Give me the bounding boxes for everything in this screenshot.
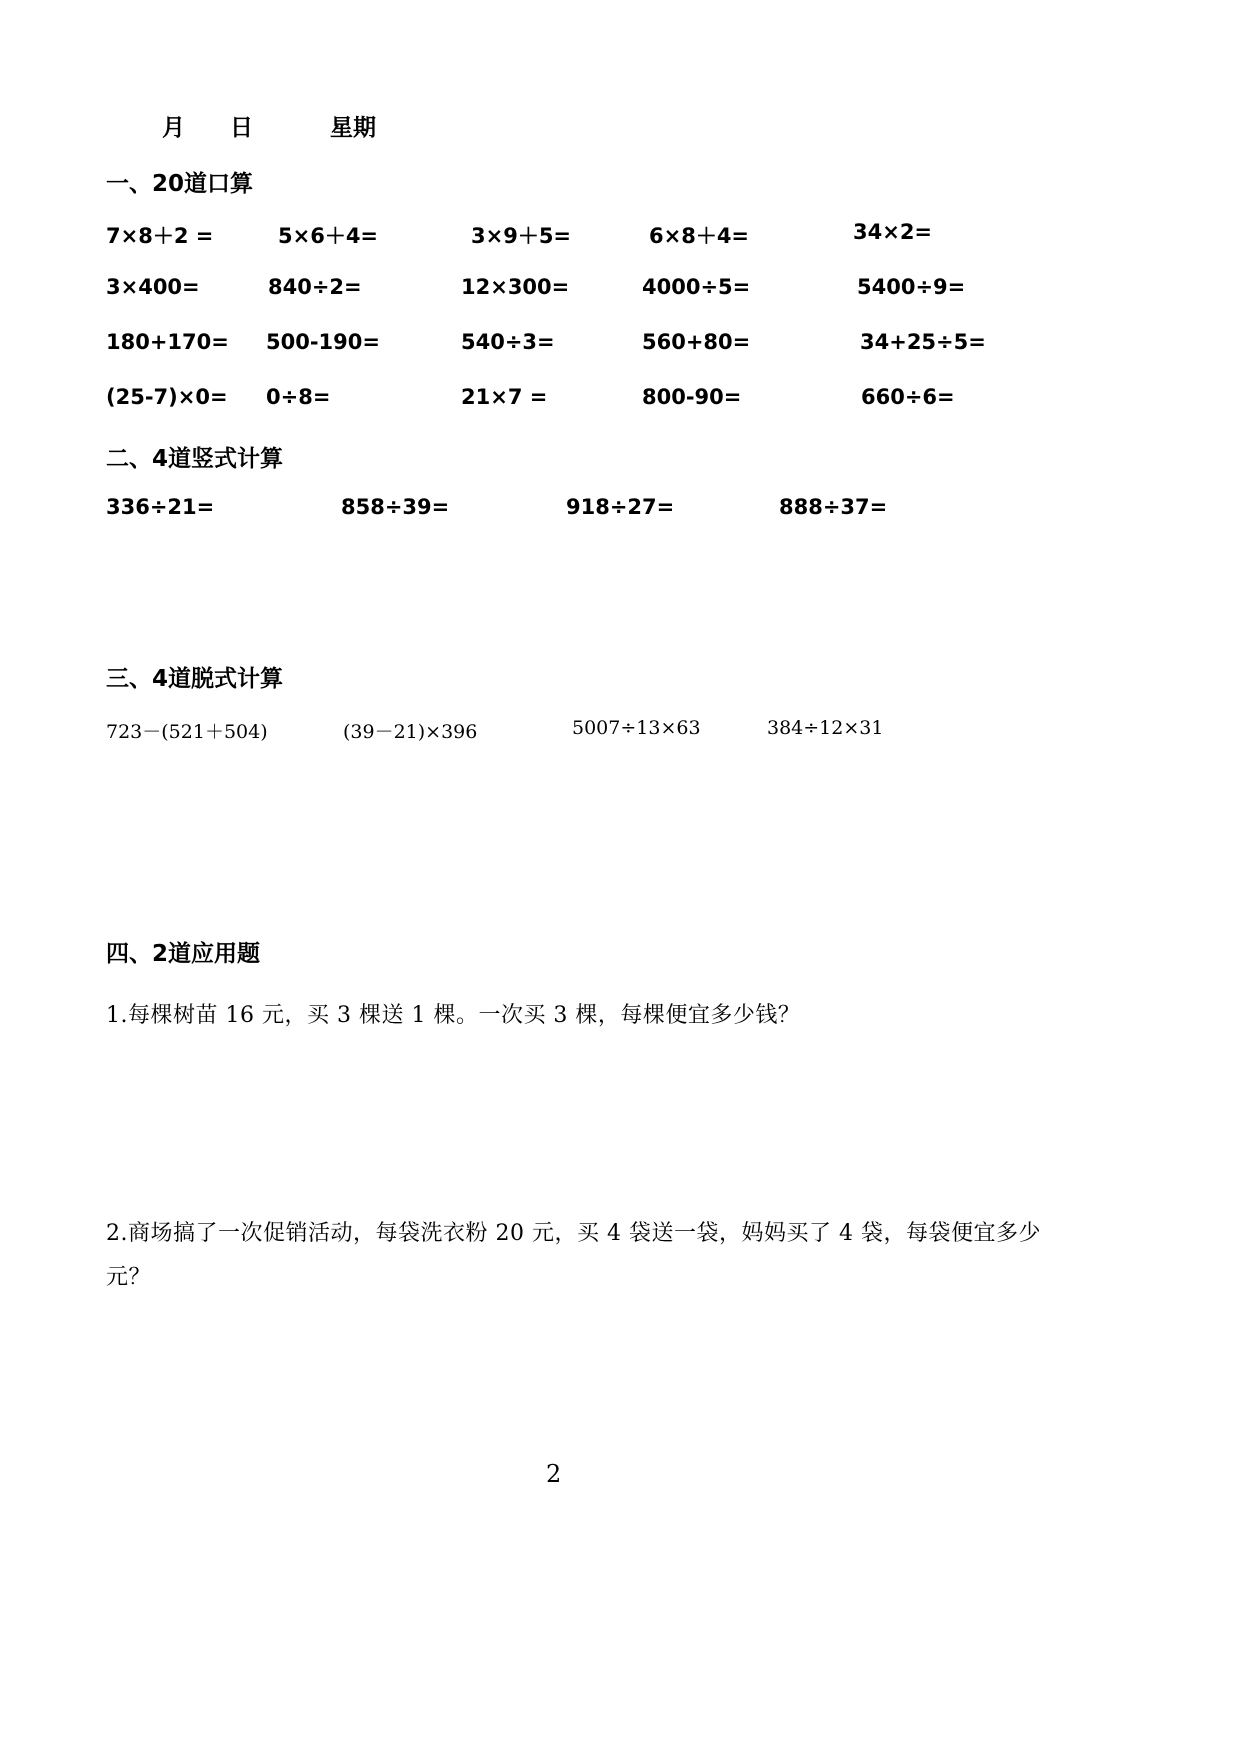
word-problem-2-line-1: 2.商场搞了一次促销活动，每袋洗衣粉 20 元，买 4 袋送一袋，妈妈买了 4 袋，每袋便宜多少 [106,1221,1041,1246]
section-vertical-title: 二、4道竖式计算 [106,446,284,472]
oral-problem: 5×6＋4= [278,224,379,248]
section-oral-title: 一、20道口算 [106,171,254,197]
oral-problem: 21×7 = [461,385,548,409]
vertical-problem: 918÷27= [566,495,675,519]
oral-problem: 660÷6= [861,385,955,409]
oral-problem: 840÷2= [268,275,362,299]
oral-problem: 3×9＋5= [471,224,572,248]
oral-problem: 6×8＋4= [649,224,750,248]
word-problem-2-line-2: 元？ [106,1265,152,1290]
stepwise-problem: (39－21)×396 [343,721,478,743]
oral-problem: 4000÷5= [642,275,751,299]
oral-problem: 0÷8= [266,385,331,409]
page-number: 2 [546,1460,562,1488]
oral-problem: 540÷3= [461,330,555,354]
oral-problem: 180+170= [106,330,229,354]
vertical-problem: 858÷39= [341,495,450,519]
oral-problem: 34+25÷5= [860,330,986,354]
oral-problem: 500-190= [266,330,380,354]
stepwise-problem: 723－(521＋504) [106,721,268,743]
oral-problem: 800-90= [642,385,742,409]
stepwise-problem: 5007÷13×63 [572,717,701,739]
section-word-problems-title: 四、2道应用题 [106,941,261,967]
vertical-problem: 336÷21= [106,495,215,519]
day-label: 日 [230,115,253,141]
oral-problem: 7×8＋2 = [106,224,214,248]
oral-problem: (25-7)×0= [106,385,228,409]
word-problem-1: 1.每棵树苗 16 元，买 3 棵送 1 棵。一次买 3 棵，每棵便宜多少钱？ [106,1003,801,1028]
oral-problem: 34×2= [853,220,933,244]
oral-problem: 12×300= [461,275,570,299]
vertical-problem: 888÷37= [779,495,888,519]
oral-problem: 560+80= [642,330,751,354]
oral-problem: 3×400= [106,275,200,299]
section-stepwise-title: 三、4道脱式计算 [106,666,284,692]
oral-problem: 5400÷9= [857,275,966,299]
month-label: 月 [162,115,185,141]
weekday-label: 星期 [330,115,376,141]
stepwise-problem: 384÷12×31 [767,717,884,739]
